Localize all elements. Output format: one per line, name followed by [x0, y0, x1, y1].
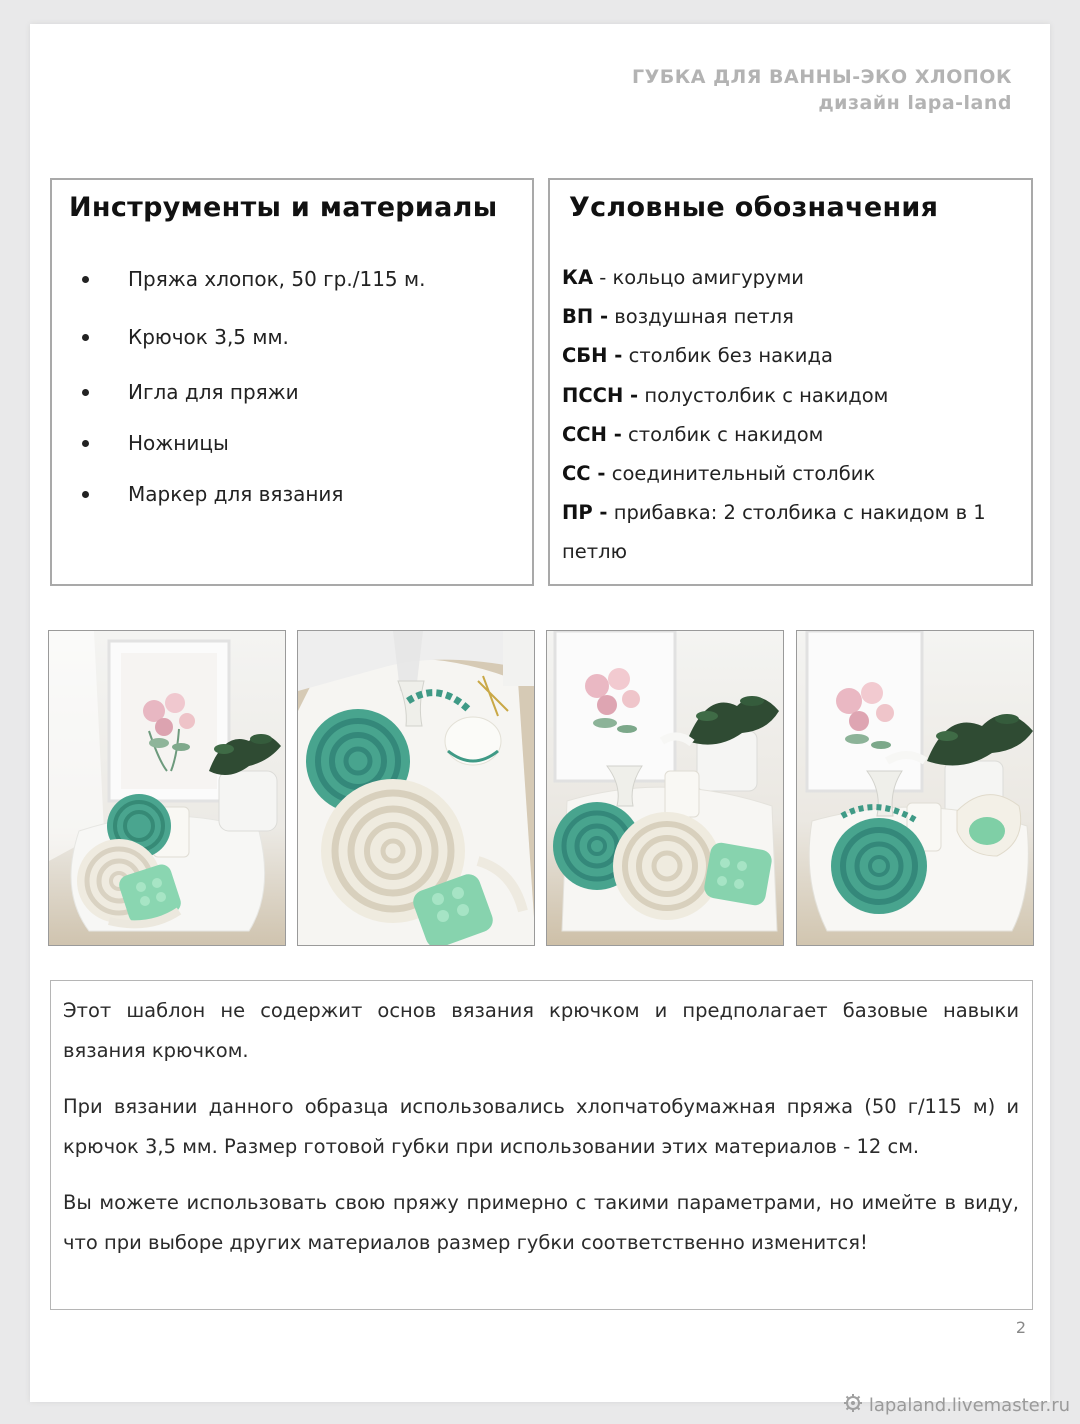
document-page	[30, 24, 1050, 1402]
product-photo-3	[546, 630, 784, 946]
list-item-text: Пряжа хлопок, 50 гр./115 м.	[128, 267, 426, 291]
list-item	[82, 381, 425, 403]
document-header	[632, 64, 1012, 116]
legend-box	[548, 178, 1033, 586]
notes-paragraph: Этот шаблон не содержит основ вязания крючком и предполагает базовые навыки вязания крючком.	[63, 999, 1019, 1062]
bullet-icon	[82, 334, 89, 341]
legend-desc: прибавка: 2 столбика с накидом в 1 петлю	[562, 501, 986, 564]
bullet-icon	[82, 491, 89, 498]
list-item	[82, 326, 425, 348]
legend-item	[562, 336, 1017, 375]
bullet-icon	[82, 389, 89, 396]
product-photo-2	[297, 630, 535, 946]
legend-item	[562, 454, 1017, 493]
legend-abbr: ССН -	[562, 422, 622, 446]
legend-item	[562, 258, 1017, 297]
list-item-text: Ножницы	[128, 431, 229, 455]
legend-desc: столбик с накидом	[628, 422, 824, 446]
watermark	[843, 1393, 1070, 1418]
legend-item	[562, 376, 1017, 415]
list-item-text: Маркер для вязания	[128, 482, 344, 506]
bullet-icon	[82, 440, 89, 447]
legend-desc: полустолбик с накидом	[644, 383, 889, 407]
photo-strip	[48, 630, 1034, 946]
gear-icon	[843, 1393, 863, 1418]
watermark-text: lapaland.livemaster.ru	[868, 1395, 1070, 1416]
document-subtitle: дизайн lapa-land	[818, 92, 1012, 114]
legend-abbr: СС -	[562, 462, 606, 486]
product-photo-1	[48, 630, 286, 946]
notes-paragraph: Вы можете использовать свою пряжу примерно с такими параметрами, но имейте в виду, что при выборе других материалов размер губки соответственно изменится!	[63, 1191, 1019, 1254]
legend-desc: воздушная петля	[614, 305, 794, 329]
legend-title: Условные обозначения	[569, 192, 939, 223]
list-item	[82, 432, 425, 454]
legend-list	[562, 258, 1017, 572]
legend-desc: соединительный столбик	[611, 462, 876, 486]
tools-list	[82, 268, 425, 505]
legend-item	[562, 297, 1017, 336]
tools-title: Инструменты и материалы	[69, 192, 498, 223]
list-item	[82, 483, 425, 505]
page-number: 2	[1015, 1318, 1026, 1337]
legend-abbr: ПР -	[562, 501, 608, 525]
list-item-text: Крючок 3,5 мм.	[128, 325, 289, 349]
legend-item	[562, 493, 1017, 571]
tools-box	[50, 178, 534, 586]
list-item-text: Игла для пряжи	[128, 380, 299, 404]
product-photo-4	[796, 630, 1034, 946]
legend-abbr: СБН -	[562, 344, 623, 368]
document-title: ГУБКА ДЛЯ ВАННЫ-ЭКО ХЛОПОК	[631, 66, 1012, 88]
bullet-icon	[82, 276, 89, 283]
legend-abbr: ВП -	[562, 305, 609, 329]
legend-desc: столбик без накида	[628, 344, 833, 368]
legend-item	[562, 415, 1017, 454]
legend-abbr: КА	[562, 266, 594, 289]
legend-desc: - кольцо амигуруми	[599, 266, 804, 289]
notes-box	[50, 980, 1033, 1310]
list-item	[82, 268, 425, 290]
legend-abbr: ПССН -	[562, 383, 639, 407]
notes-paragraph: При вязании данного образца использовались хлопчатобумажная пряжа (50 г/115 м) и крючок 3,5 мм. Размер готовой губки при использовании этих материалов - 12 см.	[63, 1095, 1019, 1158]
